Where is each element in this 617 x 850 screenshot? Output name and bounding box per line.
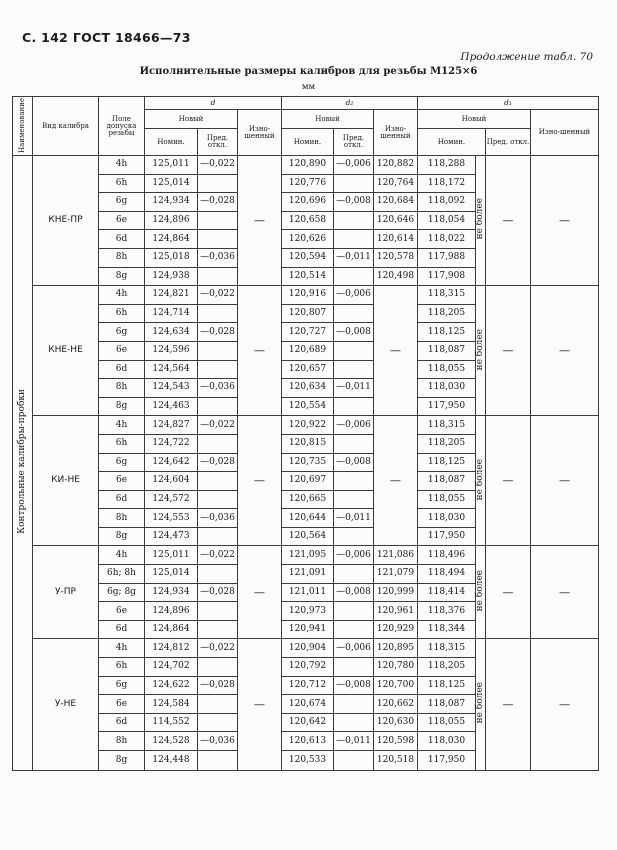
table-row <box>13 639 599 658</box>
d2-deviation-cell: —0,006 <box>334 639 374 658</box>
d1-not-more-cell: не более <box>476 546 486 639</box>
d1-not-more-cell: не более <box>476 416 486 546</box>
tolerance-cell: 8g <box>99 527 145 546</box>
gauge-type-u-ne: У-НЕ <box>33 639 99 770</box>
d-nominal-cell: 125,014 <box>145 174 198 193</box>
tolerance-cell: 8h <box>99 732 145 751</box>
d2-worn-cell: 120,498 <box>374 267 418 286</box>
header-d1-nominal: Номин. <box>418 129 486 156</box>
table-continuation-note: Продолжение табл. 70 <box>460 51 593 63</box>
tolerance-cell: 6h <box>99 434 145 453</box>
d-deviation-cell: —0,028 <box>198 193 238 212</box>
d2-nominal-cell: 120,776 <box>282 174 334 193</box>
d-deviation-cell <box>198 304 238 323</box>
d2-deviation-cell <box>334 341 374 360</box>
table-row <box>13 156 599 175</box>
d-nominal-cell: 124,896 <box>145 602 198 621</box>
tolerance-cell: 4h <box>99 156 145 175</box>
units-label: мм <box>301 82 316 92</box>
d2-deviation-cell <box>334 267 374 286</box>
d2-worn-cell: — <box>374 416 418 546</box>
tolerance-cell: 6e <box>99 472 145 491</box>
d1-nominal-cell: 118,288 <box>418 156 476 175</box>
d-nominal-cell: 124,564 <box>145 360 198 379</box>
d-deviation-cell <box>198 472 238 491</box>
d2-deviation-cell <box>334 751 374 771</box>
d-deviation-cell <box>198 658 238 677</box>
d-deviation-cell <box>198 174 238 193</box>
table-row <box>13 546 599 565</box>
header-tolerance-field: Поле допуска резьбы <box>99 97 145 156</box>
d-nominal-cell: 124,596 <box>145 341 198 360</box>
d2-deviation-cell <box>334 658 374 677</box>
d1-nominal-cell: 117,988 <box>418 248 476 267</box>
d1-nominal-cell: 118,315 <box>418 286 476 305</box>
d-deviation-cell: —0,036 <box>198 732 238 751</box>
d2-nominal-cell: 120,941 <box>282 620 334 639</box>
d-nominal-cell: 124,896 <box>145 211 198 230</box>
tolerance-cell: 6d <box>99 360 145 379</box>
d2-worn-cell: 120,662 <box>374 695 418 714</box>
d-nominal-cell: 124,714 <box>145 304 198 323</box>
header-d-deviation: Пред. откл. <box>198 129 238 156</box>
d1-nominal-cell: 118,055 <box>418 360 476 379</box>
d-deviation-cell: —0,022 <box>198 639 238 658</box>
header-name: Наименование <box>13 97 33 156</box>
gauge-type-kne-pr: КНЕ-ПР <box>33 156 99 286</box>
d2-deviation-cell <box>334 713 374 732</box>
d2-deviation-cell: —0,011 <box>334 509 374 528</box>
d1-nominal-cell: 118,030 <box>418 379 476 398</box>
header-d-worn: Изно-шенный <box>238 110 282 156</box>
d-nominal-cell: 124,934 <box>145 583 198 602</box>
d1-nominal-cell: 118,087 <box>418 695 476 714</box>
tolerance-cell: 8h <box>99 509 145 528</box>
d1-nominal-cell: 118,054 <box>418 211 476 230</box>
d-nominal-cell: 124,642 <box>145 453 198 472</box>
d2-worn-cell: 120,646 <box>374 211 418 230</box>
header-d2: d₂ <box>282 97 418 110</box>
d-worn-cell: — <box>238 156 282 286</box>
d2-nominal-cell: 120,533 <box>282 751 334 771</box>
table-row <box>13 286 599 305</box>
d2-worn-cell: 120,999 <box>374 583 418 602</box>
d2-nominal-cell: 121,011 <box>282 583 334 602</box>
d-nominal-cell: 125,011 <box>145 156 198 175</box>
d2-nominal-cell: 120,674 <box>282 695 334 714</box>
d-nominal-cell: 124,934 <box>145 193 198 212</box>
d1-nominal-cell: 118,496 <box>418 546 476 565</box>
d-deviation-cell <box>198 713 238 732</box>
tolerance-cell: 6e <box>99 211 145 230</box>
tolerance-cell: 8g <box>99 397 145 416</box>
header-d2-deviation: Пред. откл. <box>334 129 374 156</box>
tolerance-cell: 6g <box>99 676 145 695</box>
d1-nominal-cell: 118,125 <box>418 676 476 695</box>
tolerance-cell: 6g; 8g <box>99 583 145 602</box>
tolerance-cell: 6d <box>99 620 145 639</box>
d2-worn-cell: 120,780 <box>374 658 418 677</box>
d1-not-more-cell: не более <box>476 156 486 286</box>
d2-nominal-cell: 120,658 <box>282 211 334 230</box>
d1-worn-cell: — <box>531 286 599 416</box>
d-deviation-cell: —0,022 <box>198 156 238 175</box>
tolerance-cell: 6e <box>99 341 145 360</box>
d2-worn-cell: 120,764 <box>374 174 418 193</box>
d2-worn-cell: 120,598 <box>374 732 418 751</box>
d2-nominal-cell: 120,904 <box>282 639 334 658</box>
d1-nominal-cell: 118,087 <box>418 341 476 360</box>
d2-deviation-cell <box>334 434 374 453</box>
d1-deviation-cell: — <box>486 286 531 416</box>
d-nominal-cell: 124,864 <box>145 620 198 639</box>
d2-deviation-cell <box>334 360 374 379</box>
d1-worn-cell: — <box>531 639 599 770</box>
d2-nominal-cell: 120,613 <box>282 732 334 751</box>
d1-nominal-cell: 118,030 <box>418 509 476 528</box>
d-nominal-cell: 125,014 <box>145 565 198 584</box>
d2-deviation-cell <box>334 472 374 491</box>
d-deviation-cell <box>198 397 238 416</box>
d2-nominal-cell: 120,634 <box>282 379 334 398</box>
d2-nominal-cell: 120,514 <box>282 267 334 286</box>
d-worn-cell: — <box>238 286 282 416</box>
d1-nominal-cell: 118,172 <box>418 174 476 193</box>
d1-not-more-cell: не более <box>476 286 486 416</box>
gauge-type-u-pr: У-ПР <box>33 546 99 639</box>
d-deviation-cell: —0,022 <box>198 286 238 305</box>
d1-not-more-cell: не более <box>476 639 486 770</box>
d2-nominal-cell: 120,712 <box>282 676 334 695</box>
d1-nominal-cell: 118,494 <box>418 565 476 584</box>
d1-nominal-cell: 118,205 <box>418 304 476 323</box>
tolerance-cell: 6h <box>99 304 145 323</box>
d2-deviation-cell: —0,006 <box>334 286 374 305</box>
d-deviation-cell: —0,028 <box>198 676 238 695</box>
d-nominal-cell: 124,463 <box>145 397 198 416</box>
header-d-nominal: Номин. <box>145 129 198 156</box>
header-d2-nominal: Номин. <box>282 129 334 156</box>
d2-nominal-cell: 120,735 <box>282 453 334 472</box>
header-d: d <box>145 97 282 110</box>
d2-nominal-cell: 120,815 <box>282 434 334 453</box>
header-d1: d₁ <box>418 97 599 110</box>
d-nominal-cell: 125,011 <box>145 546 198 565</box>
d-nominal-cell: 124,553 <box>145 509 198 528</box>
d2-worn-cell: 120,578 <box>374 248 418 267</box>
header-d2-new: Новый <box>282 110 374 129</box>
page-header: С. 142 ГОСТ 18466—73 <box>22 30 191 45</box>
d-deviation-cell <box>198 490 238 509</box>
d2-worn-cell: 120,684 <box>374 193 418 212</box>
d-nominal-cell: 124,584 <box>145 695 198 714</box>
d2-worn-cell: 120,882 <box>374 156 418 175</box>
d2-nominal-cell: 120,626 <box>282 230 334 249</box>
gauge-type-ki-ne: КИ-НЕ <box>33 416 99 546</box>
d-nominal-cell: 124,864 <box>145 230 198 249</box>
d-nominal-cell: 124,812 <box>145 639 198 658</box>
d-nominal-cell: 114,552 <box>145 713 198 732</box>
d2-worn-cell: 120,614 <box>374 230 418 249</box>
d-nominal-cell: 124,543 <box>145 379 198 398</box>
d2-deviation-cell: —0,006 <box>334 156 374 175</box>
d-deviation-cell <box>198 602 238 621</box>
header-d1-deviation: Пред. откл. <box>486 129 531 156</box>
d2-worn-cell: 120,961 <box>374 602 418 621</box>
group-label-control-plugs: Контрольные калибры-пробки <box>13 156 33 771</box>
d-deviation-cell: —0,036 <box>198 509 238 528</box>
d2-nominal-cell: 120,727 <box>282 323 334 342</box>
d-deviation-cell <box>198 434 238 453</box>
d-nominal-cell: 124,528 <box>145 732 198 751</box>
d2-deviation-cell <box>334 230 374 249</box>
d2-worn-cell: — <box>374 286 418 416</box>
d2-deviation-cell: —0,011 <box>334 248 374 267</box>
tolerance-cell: 6d <box>99 490 145 509</box>
header-d-new: Новый <box>145 110 238 129</box>
d-deviation-cell <box>198 620 238 639</box>
tolerance-cell: 8g <box>99 751 145 771</box>
tolerance-cell: 6g <box>99 323 145 342</box>
tolerance-cell: 6e <box>99 602 145 621</box>
tolerance-cell: 8h <box>99 248 145 267</box>
d2-deviation-cell: —0,008 <box>334 323 374 342</box>
tolerance-cell: 6g <box>99 193 145 212</box>
d1-nominal-cell: 118,055 <box>418 713 476 732</box>
header-d1-new: Новый <box>418 110 531 129</box>
tolerance-cell: 4h <box>99 416 145 435</box>
d-deviation-cell <box>198 695 238 714</box>
d1-deviation-cell: — <box>486 639 531 770</box>
d-deviation-cell: —0,028 <box>198 453 238 472</box>
d1-nominal-cell: 118,125 <box>418 323 476 342</box>
d2-deviation-cell <box>334 174 374 193</box>
d-deviation-cell <box>198 341 238 360</box>
d2-deviation-cell: —0,008 <box>334 583 374 602</box>
d-deviation-cell: —0,022 <box>198 416 238 435</box>
d2-nominal-cell: 120,807 <box>282 304 334 323</box>
d2-nominal-cell: 120,554 <box>282 397 334 416</box>
d-nominal-cell: 124,821 <box>145 286 198 305</box>
d2-nominal-cell: 120,665 <box>282 490 334 509</box>
d2-deviation-cell <box>334 211 374 230</box>
d2-nominal-cell: 120,973 <box>282 602 334 621</box>
d-nominal-cell: 124,722 <box>145 434 198 453</box>
header-d2-worn: Изно-шенный <box>374 110 418 156</box>
d-nominal-cell: 124,604 <box>145 472 198 491</box>
d-deviation-cell: —0,028 <box>198 583 238 602</box>
d2-worn-cell: 121,086 <box>374 546 418 565</box>
d2-nominal-cell: 120,689 <box>282 341 334 360</box>
d-worn-cell: — <box>238 546 282 639</box>
d-deviation-cell <box>198 230 238 249</box>
d2-worn-cell: 120,700 <box>374 676 418 695</box>
d2-nominal-cell: 120,890 <box>282 156 334 175</box>
d2-nominal-cell: 121,091 <box>282 565 334 584</box>
d-deviation-cell: —0,022 <box>198 546 238 565</box>
d-nominal-cell: 125,018 <box>145 248 198 267</box>
d-nominal-cell: 124,827 <box>145 416 198 435</box>
d1-nominal-cell: 118,205 <box>418 434 476 453</box>
tolerance-cell: 4h <box>99 546 145 565</box>
d2-nominal-cell: 120,697 <box>282 472 334 491</box>
table-title: Исполнительные размеры калибров для резьбы М125×6 <box>139 66 478 77</box>
d1-deviation-cell: — <box>486 416 531 546</box>
d2-deviation-cell <box>334 620 374 639</box>
d2-deviation-cell <box>334 565 374 584</box>
tolerance-cell: 6d <box>99 230 145 249</box>
d1-nominal-cell: 117,950 <box>418 527 476 546</box>
tolerance-cell: 6h; 8h <box>99 565 145 584</box>
d2-deviation-cell: —0,008 <box>334 676 374 695</box>
d2-deviation-cell: —0,006 <box>334 416 374 435</box>
d2-deviation-cell: —0,008 <box>334 453 374 472</box>
d1-nominal-cell: 117,908 <box>418 267 476 286</box>
d2-deviation-cell: —0,011 <box>334 379 374 398</box>
d2-worn-cell: 120,929 <box>374 620 418 639</box>
d1-nominal-cell: 118,092 <box>418 193 476 212</box>
d-deviation-cell <box>198 267 238 286</box>
d-deviation-cell: —0,036 <box>198 379 238 398</box>
d-nominal-cell: 124,634 <box>145 323 198 342</box>
d1-nominal-cell: 118,315 <box>418 639 476 658</box>
d1-worn-cell: — <box>531 156 599 286</box>
header-d1-worn: Изно-шенный <box>531 110 599 156</box>
d2-deviation-cell: —0,008 <box>334 193 374 212</box>
tolerance-cell: 6h <box>99 658 145 677</box>
d2-deviation-cell <box>334 527 374 546</box>
d1-nominal-cell: 118,125 <box>418 453 476 472</box>
d2-nominal-cell: 120,644 <box>282 509 334 528</box>
d2-nominal-cell: 120,657 <box>282 360 334 379</box>
d-nominal-cell: 124,622 <box>145 676 198 695</box>
d-deviation-cell <box>198 527 238 546</box>
header-gauge-type: Вид калибра <box>33 97 99 156</box>
d1-nominal-cell: 118,344 <box>418 620 476 639</box>
d2-nominal-cell: 120,642 <box>282 713 334 732</box>
d2-nominal-cell: 120,594 <box>282 248 334 267</box>
d-deviation-cell: —0,028 <box>198 323 238 342</box>
d1-nominal-cell: 118,055 <box>418 490 476 509</box>
table-row <box>13 416 599 435</box>
d2-deviation-cell <box>334 490 374 509</box>
d2-deviation-cell: —0,006 <box>334 546 374 565</box>
tolerance-cell: 8g <box>99 267 145 286</box>
d2-nominal-cell: 120,922 <box>282 416 334 435</box>
tolerance-cell: 6d <box>99 713 145 732</box>
d2-worn-cell: 121,079 <box>374 565 418 584</box>
d2-nominal-cell: 120,696 <box>282 193 334 212</box>
gauge-type-kne-ne: КНЕ-НЕ <box>33 286 99 416</box>
d1-worn-cell: — <box>531 416 599 546</box>
d1-deviation-cell: — <box>486 156 531 286</box>
d-nominal-cell: 124,938 <box>145 267 198 286</box>
d-worn-cell: — <box>238 639 282 770</box>
d2-worn-cell: 120,518 <box>374 751 418 771</box>
tolerance-cell: 6g <box>99 453 145 472</box>
d2-deviation-cell <box>334 397 374 416</box>
d-deviation-cell <box>198 211 238 230</box>
d2-deviation-cell <box>334 602 374 621</box>
d2-worn-cell: 120,895 <box>374 639 418 658</box>
d2-nominal-cell: 120,564 <box>282 527 334 546</box>
d1-worn-cell: — <box>531 546 599 639</box>
d1-nominal-cell: 117,950 <box>418 751 476 771</box>
tolerance-cell: 4h <box>99 286 145 305</box>
table-body <box>13 156 599 771</box>
d2-nominal-cell: 121,095 <box>282 546 334 565</box>
d2-deviation-cell <box>334 695 374 714</box>
d-nominal-cell: 124,473 <box>145 527 198 546</box>
d-deviation-cell <box>198 360 238 379</box>
d-nominal-cell: 124,448 <box>145 751 198 771</box>
table-header <box>13 97 599 156</box>
d2-nominal-cell: 120,916 <box>282 286 334 305</box>
d1-nominal-cell: 118,030 <box>418 732 476 751</box>
d2-deviation-cell <box>334 304 374 323</box>
d-nominal-cell: 124,572 <box>145 490 198 509</box>
d2-worn-cell: 120,630 <box>374 713 418 732</box>
tolerance-cell: 6e <box>99 695 145 714</box>
d2-deviation-cell: —0,011 <box>334 732 374 751</box>
tolerance-cell: 6h <box>99 174 145 193</box>
tolerance-cell: 8h <box>99 379 145 398</box>
gauge-dimensions-table <box>12 96 599 771</box>
d1-nominal-cell: 118,087 <box>418 472 476 491</box>
tolerance-cell: 4h <box>99 639 145 658</box>
d1-nominal-cell: 118,022 <box>418 230 476 249</box>
d-nominal-cell: 124,702 <box>145 658 198 677</box>
d1-nominal-cell: 118,414 <box>418 583 476 602</box>
d2-nominal-cell: 120,792 <box>282 658 334 677</box>
d-deviation-cell: —0,036 <box>198 248 238 267</box>
d1-nominal-cell: 118,376 <box>418 602 476 621</box>
d-deviation-cell <box>198 751 238 771</box>
d-deviation-cell <box>198 565 238 584</box>
d1-nominal-cell: 117,950 <box>418 397 476 416</box>
d1-nominal-cell: 118,205 <box>418 658 476 677</box>
d-worn-cell: — <box>238 416 282 546</box>
d1-nominal-cell: 118,315 <box>418 416 476 435</box>
d1-deviation-cell: — <box>486 546 531 639</box>
